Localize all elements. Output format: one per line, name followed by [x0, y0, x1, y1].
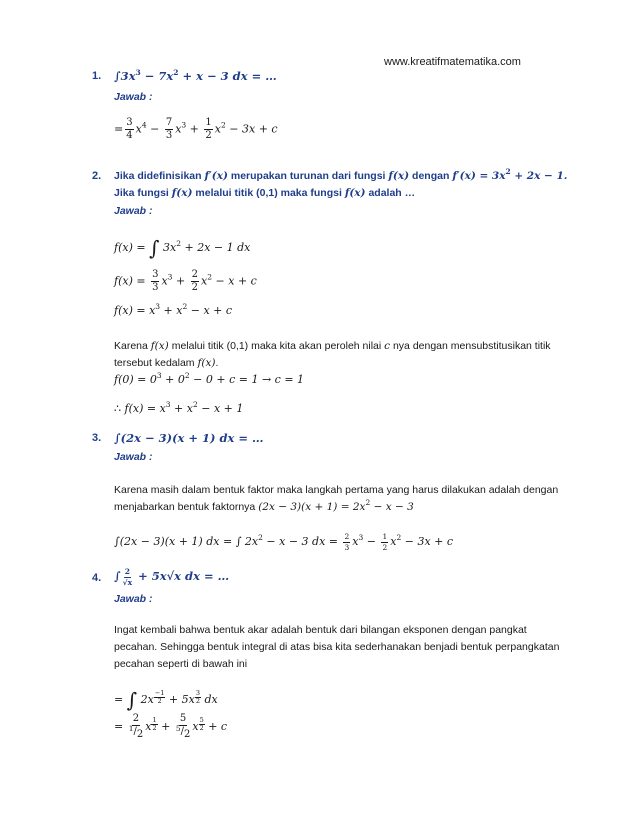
question-2-line-2: Jika fungsi f(x) melalui titik (0,1) maka fungsi f(x) adalah …: [114, 187, 416, 199]
jawab-label: Jawab :: [114, 593, 153, 605]
question-4-step-1: = ∫ 2x $^{\frac{-1}{2}}$ + 5x $^{\frac{3}{2}}$ dx: [114, 688, 218, 712]
question-4-text: ∫ $\frac{2}{√x}$ + 5x√x dx = …: [114, 567, 230, 587]
question-4-text-1: Ingat kembali bahwa bentuk akar adalah bentuk dari bilangan eksponen dengan pangkat: [114, 624, 527, 636]
question-2-step-3: $f(x) = x^3 + x^2 - x + c$: [114, 302, 233, 317]
question-1-number: 1.: [92, 70, 102, 82]
question-3-result: ∫(2x − 3)(x + 1) dx = ∫ $2x^2 - x - 3$ dx = $\frac{2}{3}$ $x^3$ − $\frac{1}{2}$ $x^2 - 3x + c$: [114, 532, 454, 552]
jawab-label: Jawab :: [114, 205, 153, 217]
question-2-text-1: Karena f(x) melalui titik (0,1) maka kita akan peroleh nilai c nya dengan mensubstitusikan titik: [114, 340, 551, 352]
question-2-step-1: f(x) = ∫ $3x^2 + 2x - 1$ dx: [114, 236, 251, 260]
question-2-step-2: f(x) = $\frac{3}{3}$ $x^3$ + $\frac{2}{2}$ $x^2 - x + c$: [114, 269, 257, 293]
question-4-step-2: = $\frac{2}{^1/_2}$ x $^{\frac{1}{2}}$ + $\frac{5}{^5/_2}$ x $^{\frac{5}{2}}$ + c: [114, 713, 228, 740]
question-2-number: 2.: [92, 170, 102, 182]
question-1-answer: = $\frac{3}{4}$ $x^4$ − $\frac{7}{3}$ $x^3$ + $\frac{1}{2}$ $x^2 - 3x + c$: [114, 117, 278, 141]
question-2-text-2: tersebut kedalam f(x).: [114, 357, 219, 369]
question-4-number: 4.: [92, 572, 102, 584]
question-2-conclusion: ∴ $f(x) = x^3 + x^2 - x + 1$: [114, 400, 244, 415]
question-3-text-2: menjabarkan bentuk faktornya $(2x - 3)(x + 1) = 2x^2 - x - 3$: [114, 498, 414, 513]
question-4-text-3: pecahan seperti di bawah ini: [114, 658, 248, 670]
website-url: www.kreatifmatematika.com: [384, 56, 521, 68]
question-2-line-1: Jika didefinisikan f′(x) merupakan turunan dari fungsi f(x) dengan $f'(x) = 3x^2 + 2x - 1$.: [114, 167, 568, 182]
question-3-text-1: Karena masih dalam bentuk faktor maka langkah pertama yang harus dilakukan adalah dengan: [114, 484, 559, 496]
question-2-step-4: $f(0) = 0^3 + 0^2 - 0 + c = 1 \to c = 1$: [114, 371, 305, 386]
jawab-label: Jawab :: [114, 451, 153, 463]
jawab-label: Jawab :: [114, 91, 153, 103]
question-3-number: 3.: [92, 432, 102, 444]
question-3-text: ∫(2x − 3)(x + 1) dx = …: [114, 431, 264, 445]
question-4-text-2: pecahan. Sehingga bentuk integral di atas bisa kita sederhanakan benjadi bentuk perpangkatan: [114, 641, 560, 653]
question-1-text: $\int 3x^3 - 7x^2 + x - 3$ dx = …: [114, 68, 277, 83]
